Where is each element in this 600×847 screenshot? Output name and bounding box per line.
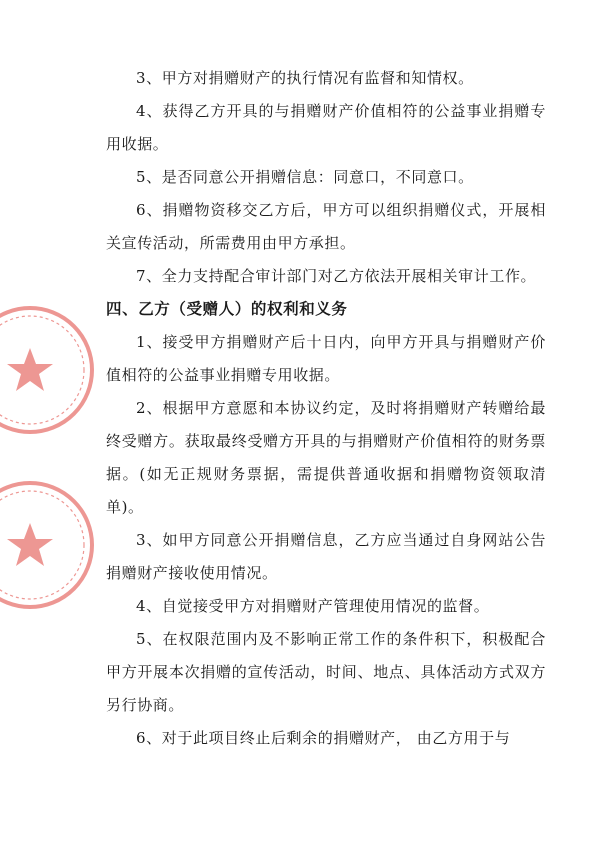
clause-3-supervision: 3、甲方对捐赠财产的执行情况有监督和知情权。 [136,69,474,87]
seal-star-icon [0,300,100,440]
section-heading-4: 四、乙方（受赠人）的权利和义务 [106,300,348,318]
clause-7-audit: 7、全力支持配合审计部门对乙方依法开展相关审计工作。 [136,267,537,285]
clause-b3-publish: 3、如甲方同意公开捐赠信息，乙方应当通过自身网站公告捐赠财产接收使用情况。 [106,531,546,582]
clause-4-receipt: 4、获得乙方开具的与捐赠财产价值相符的公益事业捐赠专用收据。 [106,102,546,153]
document-body [106,62,546,755]
clause-b2-transfer: 2、根据甲方意愿和本协议约定，及时将捐赠财产转赠给最终受赠方。获取最终受赠方开具的与捐赠财产价值相符的财务票据。(如无正规财务票据，需提供普通收据和捐赠物资领取清单)。 [106,399,546,516]
red-seal-stamp-partial [0,475,100,615]
clause-b1-receipt: 1、接受甲方捐赠财产后十日内，向甲方开具与捐赠财产价值相符的公益事业捐赠专用收据。 [106,333,546,384]
clause-b4-oversight: 4、自觉接受甲方对捐赠财产管理使用情况的监督。 [136,597,490,615]
seal-star-icon [0,475,100,615]
clause-b6-remaining: 6、对于此项目终止后剩余的捐赠财产， 由乙方用于与 [136,729,511,747]
red-seal-stamp [0,300,100,440]
clause-b5-publicity: 5、在权限范围内及不影响正常工作的条件积下，积极配合甲方开展本次捐赠的宣传活动，时间、地点、具体活动方式双方另行协商。 [106,630,546,714]
clause-5-disclosure: 5、是否同意公开捐赠信息：同意口，不同意口。 [136,168,474,186]
clause-6-ceremony: 6、捐赠物资移交乙方后，甲方可以组织捐赠仪式，开展相关宣传活动，所需费用由甲方承担。 [106,201,546,252]
